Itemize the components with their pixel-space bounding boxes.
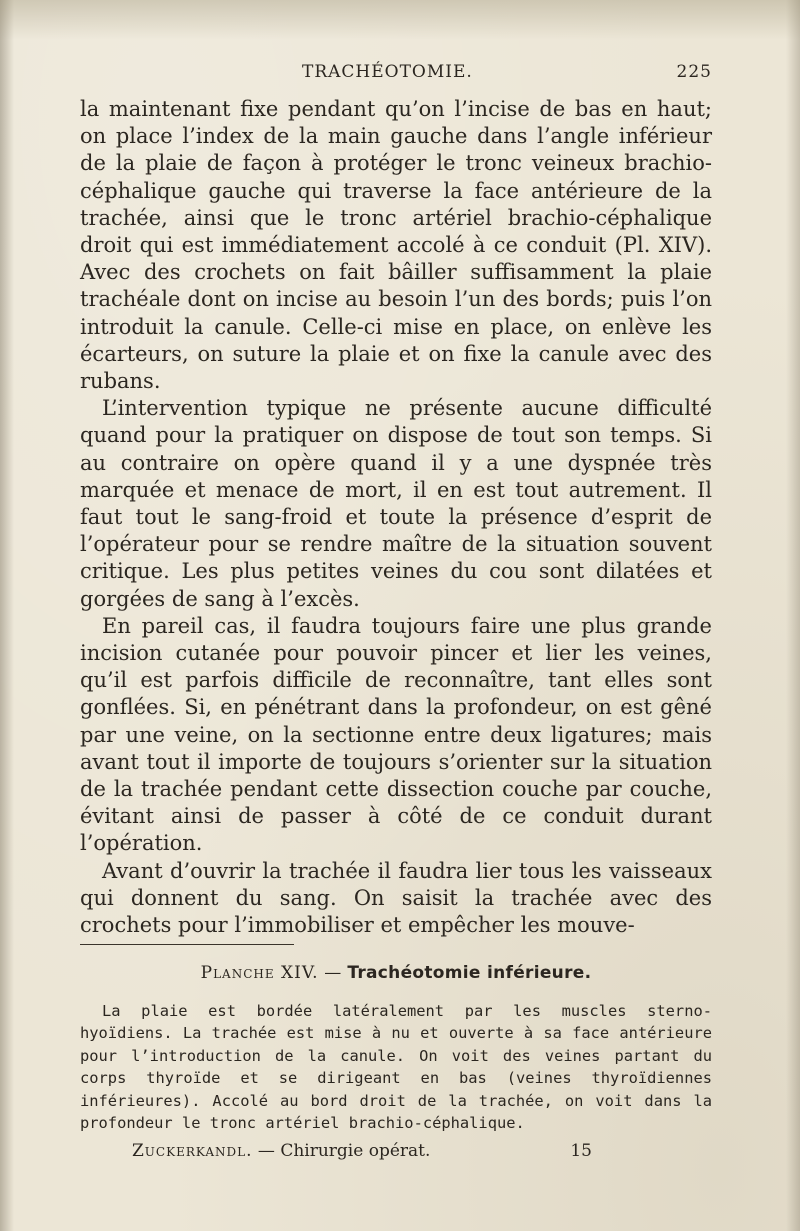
paragraph-3: En pareil cas, il faudra toujours faire une plus grande incision cutanée pour pouvoir pincer et lier les veines, qu’il est parfois difficile de reconnaître, tant elles sont gonflées. Si, en pénétrant dans la profondeur, on est gêné par une veine, on la sectionne entre deux ligatures; mais avant tout il importe de toujours s’orienter sur la situation de la trachée pendant cette dissection couche par couche, évitant ainsi de passer à côté de ce conduit durant l’opération. — [80, 613, 712, 856]
page-edge-shadow-right — [786, 0, 800, 1231]
page-number: 225 — [676, 62, 712, 82]
page-edge-shadow-left — [0, 0, 14, 1231]
page-edge-shadow-top — [0, 0, 800, 40]
plate-title: Trachéotomie inférieure. — [347, 963, 592, 983]
plate-label: Planche XIV. — [200, 963, 319, 983]
paragraph-1: la maintenant fixe pendant qu’on l’incise de bas en haut; on place l’index de la main gauche dans l’angle inférieur de la plaie de façon à protéger le tronc veineux brachio-céphalique gauche qui traverse la face antérieure de la trachée, ainsi que le tronc artériel brachio-céphalique droit qui est immédiatement accolé à ce conduit (Pl. XIV). Avec des crochets on fait bâiller suffisamment la plaie trachéale dont on incise au besoin l’un des bords; puis l’on introduit la canule. Celle-ci mise en place, on enlève les écarteurs, on suture la plaie et on fixe la canule avec des rubans. — [80, 97, 712, 394]
running-head — [80, 62, 712, 86]
signature-dash: — — [257, 1141, 275, 1161]
running-head-title: TRACHÉOTOMIE. — [302, 62, 473, 82]
plate-description-text: La plaie est bordée latéralement par les muscles sterno-hyoïdiens. La trachée est mise à nu et ouverte à sa face antérieure pour l’introduction de la canule. On voit des veines partant du corps thyroïde et se dirigeant en bas (veines thyroïdiennes inférieures). Accolé au bord droit de la trachée, on voit dans la profondeur le tronc artériel brachio-céphalique. — [80, 1002, 712, 1133]
plate-description — [80, 1000, 712, 1134]
plate-dash: — — [324, 963, 342, 983]
main-text — [80, 96, 712, 939]
signature-line — [132, 1141, 592, 1165]
footnote-rule — [80, 944, 294, 945]
paragraph-4: Avant d’ouvrir la trachée il faudra lier tous les vaisseaux qui donnent du sang. On saisit la trachée avec des crochets pour l’immobiliser et empêcher les mouve- — [80, 858, 712, 938]
paragraph-2: L’intervention typique ne présente aucune difficulté quand pour la pratiquer on dispose de tout son temps. Si au contraire on opère quand il y a une dyspnée très marquée et menace de mort, il en est tout autrement. Il faut tout le sang-froid et toute la présence d’esprit de l’opérateur pour se rendre maître de la situation souvent critique. Les plus petites veines du cou sont dilatées et gorgées de sang à l’excès. — [80, 396, 712, 611]
plate-caption — [80, 963, 712, 983]
signature-work: Chirurgie opérat. — [280, 1141, 431, 1161]
signature-author: Zuckerkandl. — [132, 1141, 253, 1161]
signature-number: 15 — [570, 1141, 592, 1161]
